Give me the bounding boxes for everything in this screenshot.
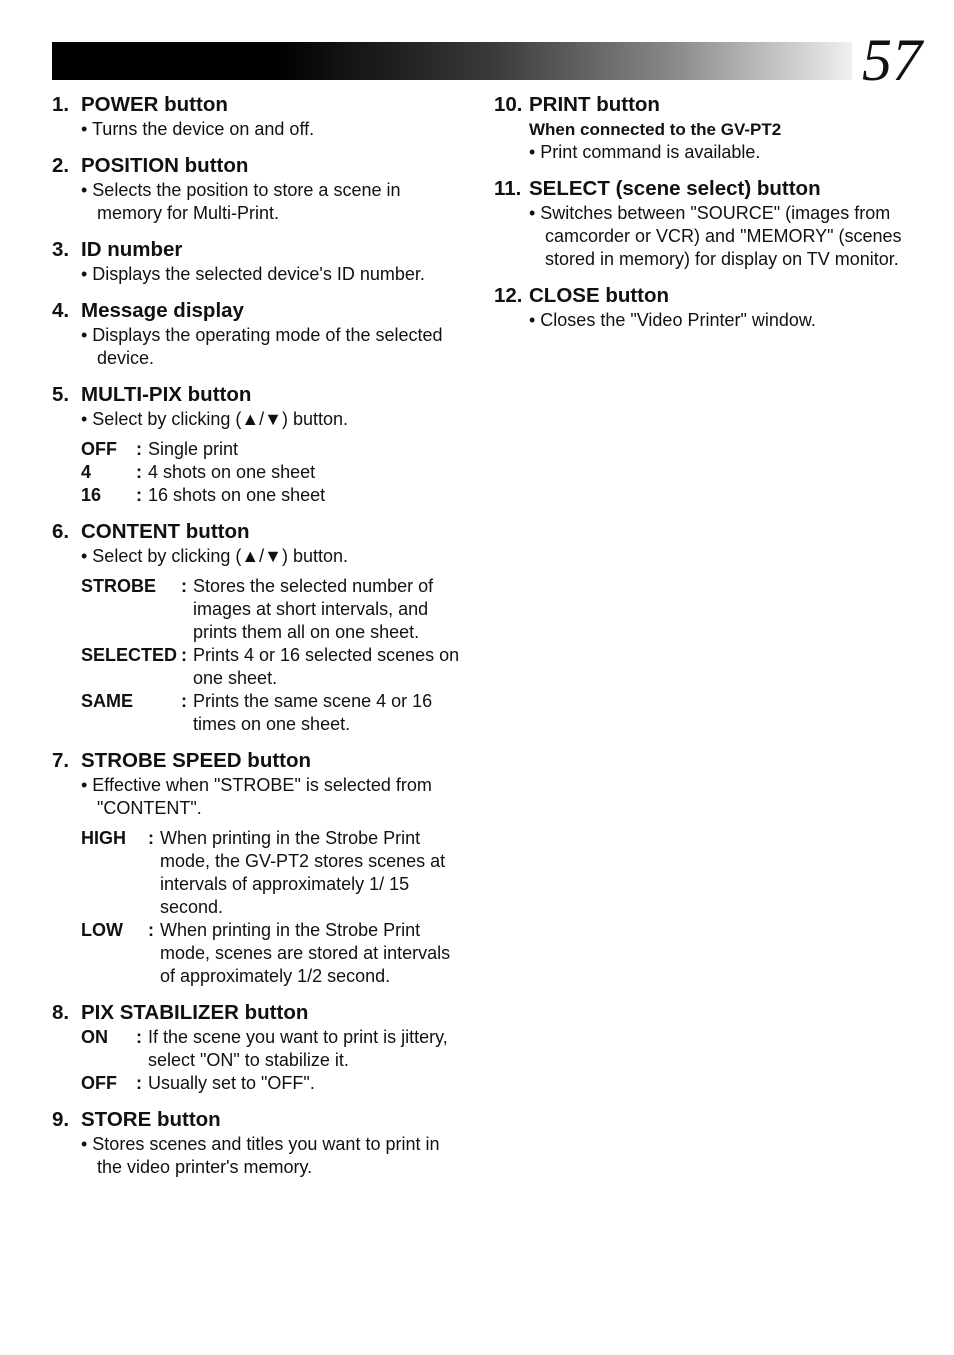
option-list — [81, 827, 467, 988]
item-power-button — [52, 92, 467, 141]
bullet-text: • Closes the "Video Printer" window. — [529, 310, 816, 330]
option-text: Single print — [148, 439, 239, 459]
right-column — [494, 92, 904, 344]
item-title: CONTENT button — [81, 520, 250, 543]
option-row: 4 : 4 shots on one sheet — [81, 461, 467, 484]
option-key: 16 — [81, 485, 102, 505]
item-subheading: When connected to the GV-PT2 — [529, 120, 782, 139]
option-key: OFF — [81, 439, 117, 459]
bullet-text: • Select by clicking (▲/▼) button. — [81, 409, 349, 429]
option-text: Prints the same scene 4 or 16 times on one sheet. — [193, 691, 433, 734]
item-number: 11. — [494, 177, 522, 200]
option-row: SELECTED : Prints 4 or 16 selected scenes on one sheet. — [81, 644, 467, 690]
item-title: POSITION button — [81, 154, 249, 177]
item-title: ID number — [81, 238, 183, 261]
option-row: OFF : Usually set to "OFF". — [81, 1072, 467, 1095]
option-row: STROBE : Stores the selected number of images at short intervals, and prints them all on one sheet. — [81, 575, 467, 644]
option-text: When printing in the Strobe Print mode, the GV-PT2 stores scenes at intervals of approximately 1/ 15 second. — [160, 828, 446, 917]
left-column — [52, 92, 467, 1191]
bullet-text: • Switches between "SOURCE" (images from camcorder or VCR) and "MEMORY" (scenes stored in memory) for display on TV monitor. — [529, 203, 902, 269]
option-key: STROBE — [81, 576, 157, 596]
item-content-button — [52, 519, 467, 736]
item-number: 1. — [52, 93, 70, 116]
option-key: SAME — [81, 691, 134, 711]
option-row: 16 : 16 shots on one sheet — [81, 484, 467, 507]
bullet-text: • Effective when "STROBE" is selected from "CONTENT". — [81, 775, 432, 818]
option-row: OFF : Single print — [81, 438, 467, 461]
page-number: 57 — [862, 27, 922, 93]
option-text: Stores the selected number of images at short intervals, and prints them all on one sheet. — [193, 576, 434, 642]
option-row: LOW : When printing in the Strobe Print mode, scenes are stored at intervals of approximately 1/2 second. — [81, 919, 467, 988]
item-number: 7. — [52, 749, 70, 772]
item-print-button — [494, 92, 904, 164]
bullet-text: • Displays the operating mode of the selected device. — [81, 325, 443, 368]
item-title: SELECT (scene select) button — [529, 177, 821, 200]
bullet-text: • Print command is available. — [529, 142, 761, 162]
item-select-button — [494, 176, 904, 271]
item-number: 2. — [52, 154, 70, 177]
item-number: 8. — [52, 1001, 70, 1024]
item-multi-pix-button — [52, 382, 467, 507]
item-number: 12. — [494, 284, 523, 307]
option-key: OFF — [81, 1073, 117, 1093]
option-list — [81, 575, 467, 736]
option-key: HIGH — [81, 828, 126, 848]
item-number: 10. — [494, 93, 523, 116]
bullet-text: • Select by clicking (▲/▼) button. — [81, 546, 349, 566]
bullet-text: • Displays the selected device's ID number. — [81, 264, 425, 284]
item-title: POWER button — [81, 93, 228, 116]
item-number: 4. — [52, 299, 70, 322]
option-key: ON — [81, 1027, 108, 1047]
option-row: HIGH : When printing in the Strobe Print mode, the GV-PT2 stores scenes at intervals of approximately 1/ 15 second. — [81, 827, 467, 919]
item-title: CLOSE button — [529, 284, 670, 307]
option-list — [81, 438, 467, 507]
option-text: 4 shots on one sheet — [148, 462, 316, 482]
option-text: When printing in the Strobe Print mode, scenes are stored at intervals of approximately 1/2 second. — [160, 920, 451, 986]
item-number: 3. — [52, 238, 70, 261]
item-title: PIX STABILIZER button — [81, 1001, 309, 1024]
item-pix-stabilizer-button — [52, 1000, 467, 1095]
option-key: 4 — [81, 462, 92, 482]
item-store-button — [52, 1107, 467, 1179]
item-strobe-speed-button — [52, 748, 467, 988]
bullet-text: • Selects the position to store a scene in memory for Multi-Print. — [81, 180, 401, 223]
item-title: STROBE SPEED button — [81, 749, 312, 772]
option-text: 16 shots on one sheet — [148, 485, 326, 505]
option-text: If the scene you want to print is jittery, select "ON" to stabilize it. — [148, 1027, 448, 1070]
bullet-text: • Turns the device on and off. — [81, 119, 315, 139]
option-text: Usually set to "OFF". — [148, 1073, 315, 1093]
option-text: Prints 4 or 16 selected scenes on one sheet. — [193, 645, 460, 688]
item-number: 6. — [52, 520, 70, 543]
item-title: Message display — [81, 299, 244, 322]
item-position-button — [52, 153, 467, 225]
item-title: STORE button — [81, 1108, 221, 1131]
item-number: 5. — [52, 383, 70, 406]
item-title: MULTI-PIX button — [81, 383, 252, 406]
option-row: ON : If the scene you want to print is jittery, select "ON" to stabilize it. — [81, 1026, 467, 1072]
bullet-text: • Stores scenes and titles you want to print in the video printer's memory. — [81, 1134, 440, 1177]
option-key: SELECTED — [81, 645, 178, 665]
item-message-display — [52, 298, 467, 370]
header-gradient-bar — [52, 42, 852, 80]
item-title: PRINT button — [529, 93, 660, 116]
option-key: LOW — [81, 920, 123, 940]
item-id-number — [52, 237, 467, 286]
option-row: SAME : Prints the same scene 4 or 16 times on one sheet. — [81, 690, 467, 736]
item-number: 9. — [52, 1108, 70, 1131]
item-close-button — [494, 283, 904, 332]
